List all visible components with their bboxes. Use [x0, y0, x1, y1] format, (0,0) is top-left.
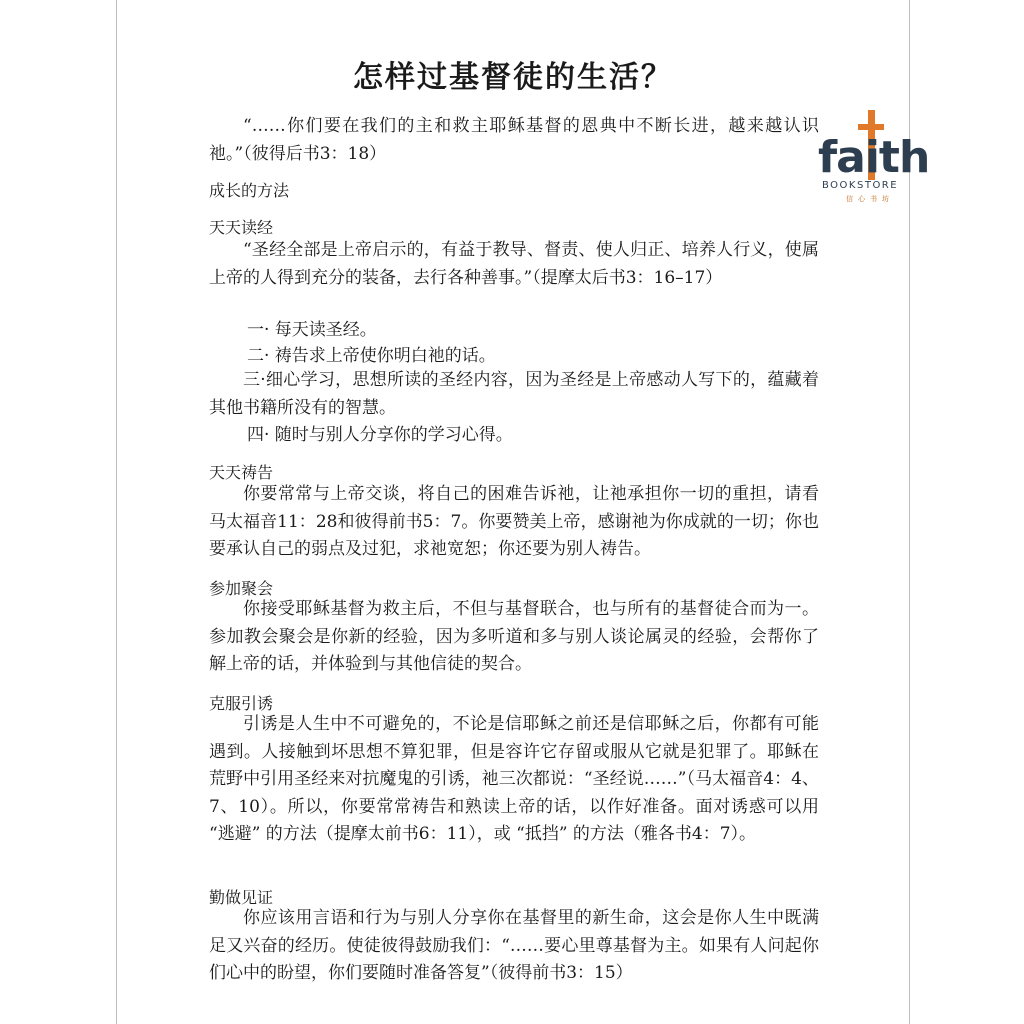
- reading-item-4: 四· 随时与别人分享你的学习心得。: [247, 425, 513, 445]
- witness-text: 你应该用言语和行为与别人分享你在基督里的新生命，这会是你人生中既满足又兴奋的经历。使徒彼得鼓励我们：“……要心里尊基督为主。如果有人问起你们心中的盼望，你们要随时准备答复”（彼得前书3：15）: [209, 908, 819, 983]
- temptation-text: 引诱是人生中不可避免的，不论是信耶稣之前还是信耶稣之后，你都有可能遇到。人接触到坏思想不算犯罪，但是容许它存留或服从它就是犯罪了。耶稣在荒野中引用圣经来对抗魔鬼的引诱，祂三次都说：“圣经说……”（马太福音4：4、7、10）。所以，你要常常祷告和熟读上帝的话，以作好准备。面对诱惑可以用 “逃避” 的方法（提摩太前书6：11），或 “抵挡” 的方法（雅各书4：7）。: [209, 714, 819, 844]
- reading-item-1: 一· 每天读圣经。: [247, 320, 377, 340]
- faith-bookstore-logo: [818, 110, 930, 203]
- page-title: 怎样过基督徒的生活？: [353, 60, 673, 95]
- heading-gathering: 参加聚会: [209, 579, 274, 598]
- intro-quote: “……你们要在我们的主和救主耶稣基督的恩典中不断长进，越来越认识祂。”（彼得后书3：18）: [209, 116, 819, 164]
- reading-text: “圣经全部是上帝启示的，有益于教导、督责、使人归正、培养人行义，使属上帝的人得到充分的装备，去行各种善事。”（提摩太后书3：16–17）: [209, 240, 819, 288]
- reading-item-3: 三·细心学习，思想所读的圣经内容，因为圣经是上帝感动人写下的，蕴藏着其他书籍所没有的智慧。: [209, 370, 819, 418]
- reading-item-2: 二· 祷告求上帝使你明白祂的话。: [247, 346, 496, 366]
- document-page: [116, 0, 910, 1024]
- gathering-text: 你接受耶稣基督为救主后，不但与基督联合，也与所有的基督徒合而为一。参加教会聚会是你新的经验，因为多听道和多与别人谈论属灵的经验，会帮你了解上帝的话，并体验到与其他信徒的契合。: [209, 599, 819, 674]
- section-heading-growth: 成长的方法: [209, 181, 290, 200]
- heading-prayer: 天天祷告: [209, 463, 274, 482]
- heading-reading: 天天读经: [209, 218, 274, 237]
- logo-subtitle: BOOKSTORE: [822, 180, 899, 191]
- heading-witness: 勤做见证: [209, 888, 274, 907]
- logo-chinese-name: 信心书坊: [846, 195, 894, 203]
- heading-temptation: 克服引诱: [209, 694, 274, 713]
- prayer-text: 你要常常与上帝交谈，将自己的困难告诉祂，让祂承担你一切的重担，请看马太福音11：28和彼得前书5：7。你要赞美上帝，感谢祂为你成就的一切；你也要承认自己的弱点及过犯，求祂宽恕；你还要为别人祷告。: [209, 484, 819, 559]
- logo-wordmark: faith: [818, 132, 930, 183]
